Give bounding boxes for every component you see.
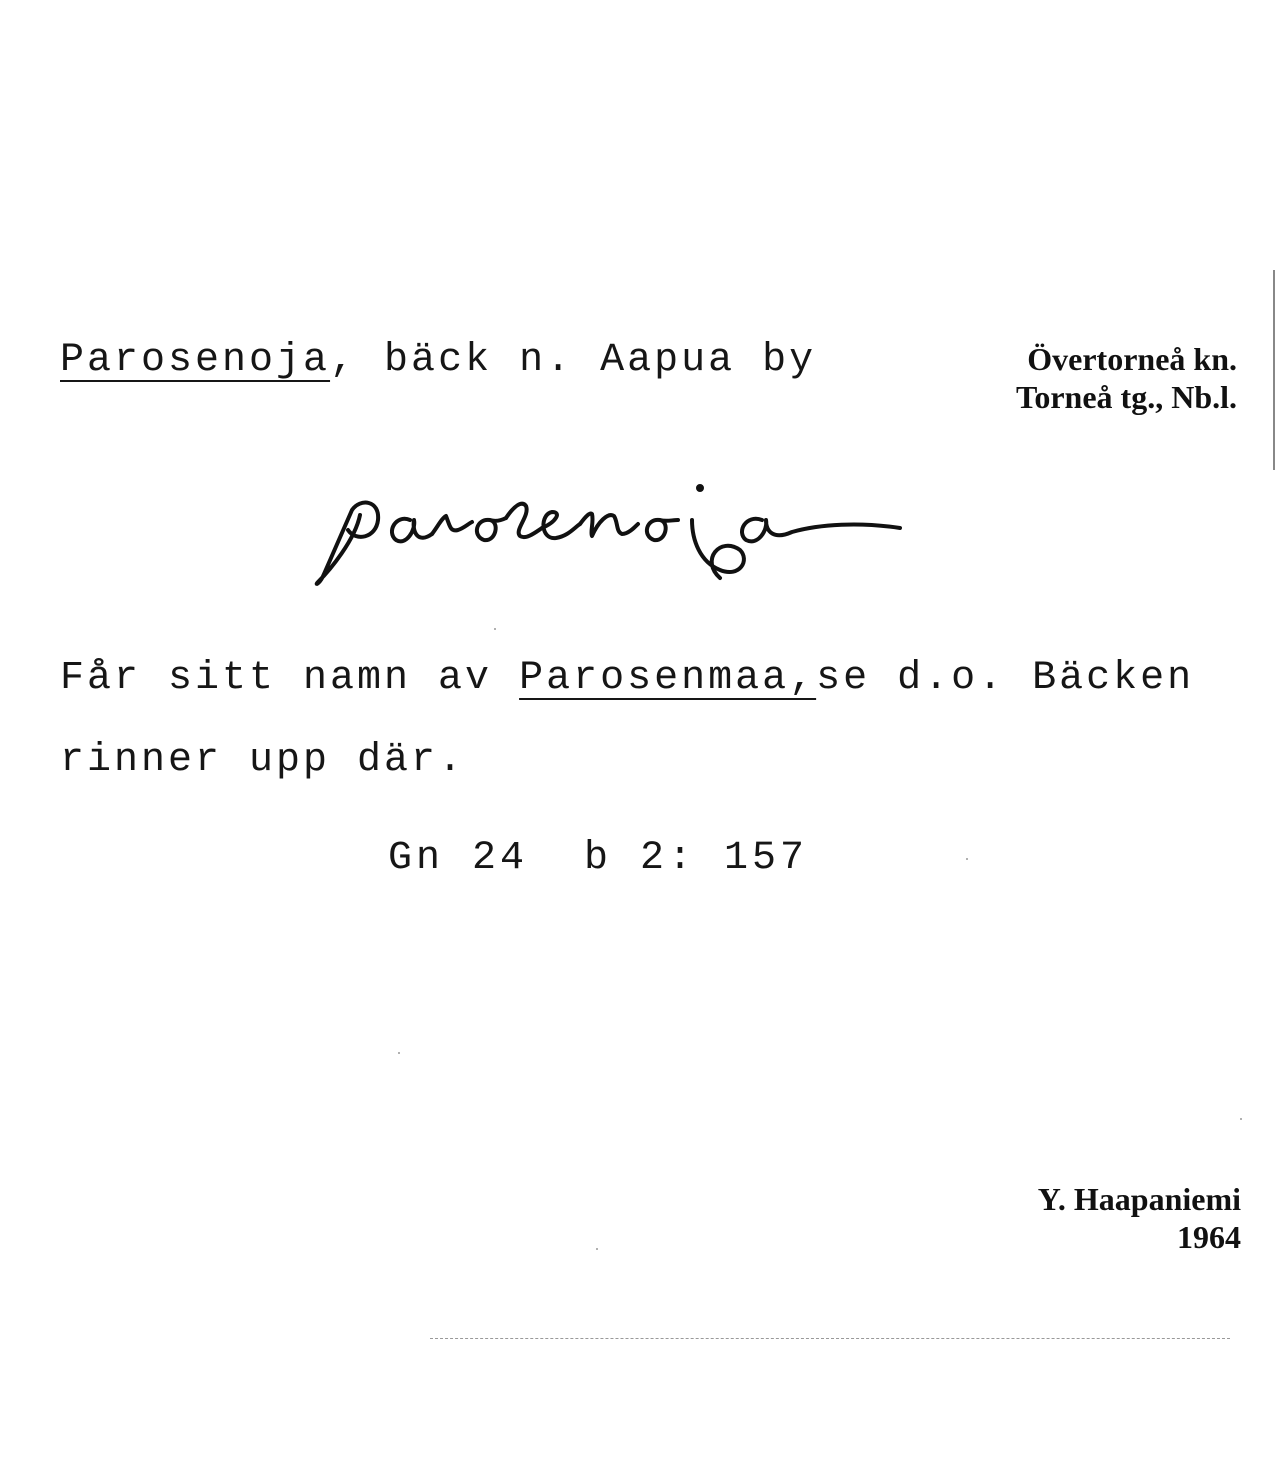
body-line-1-prefix: Får sitt namn av — [60, 656, 520, 701]
body-line-1 — [60, 656, 1194, 701]
headword-line — [60, 338, 816, 383]
scan-speck — [1240, 1118, 1242, 1120]
scan-speck — [596, 1248, 598, 1250]
card-edge-right — [1273, 270, 1275, 470]
source-reference: Gn 24 b 2: 157 — [388, 836, 809, 881]
headword: Parosenoja — [60, 338, 331, 383]
signature-block — [1038, 1180, 1241, 1256]
scan-speck — [494, 628, 496, 630]
collection-year: 1964 — [1177, 1219, 1241, 1255]
parish-block — [1016, 340, 1237, 416]
handwritten-form — [300, 470, 920, 600]
parish-line-1: Övertorneå kn. — [1027, 341, 1237, 377]
scan-speck — [966, 858, 968, 860]
card-edge-bottom — [430, 1338, 1230, 1340]
headword-description: , bäck n. Aapua by — [330, 338, 817, 383]
body-line-1-suffix: se d.o. Bäcken — [816, 656, 1195, 701]
cross-reference-link: Parosenmaa, — [519, 656, 817, 701]
parish-line-2: Torneå tg., Nb.l. — [1015, 379, 1237, 415]
collector-name: Y. Haapaniemi — [1037, 1181, 1241, 1217]
scan-speck — [398, 1052, 400, 1054]
body-line-2: rinner upp där. — [60, 738, 466, 783]
